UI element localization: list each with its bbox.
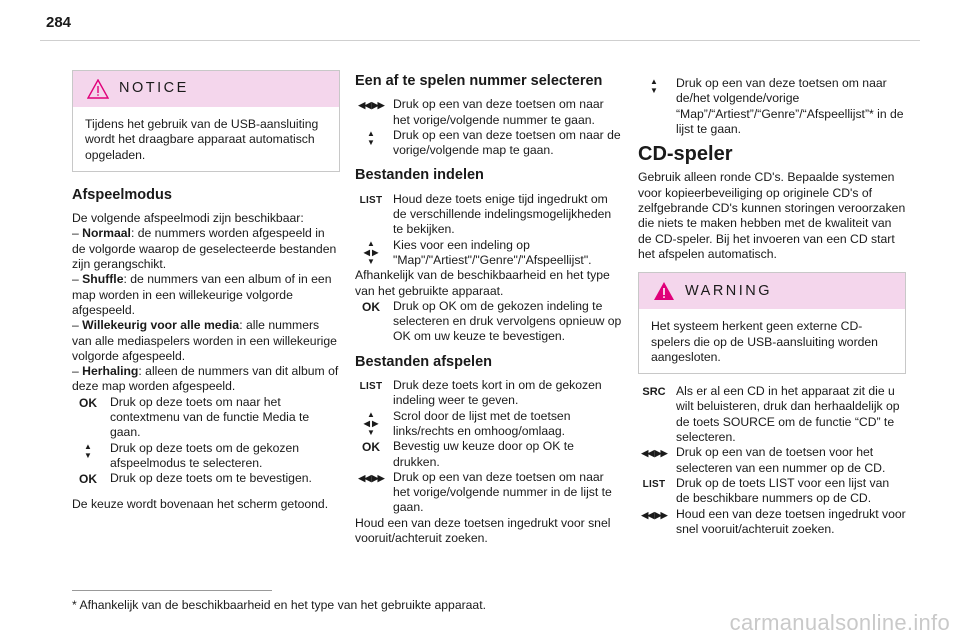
instruction-text: Druk op OK om de gekozen indeling te selecteren en druk vervolgens opnieuw op OK om uw keuze te bevestigen. bbox=[393, 298, 622, 344]
instruction-text: Afhankelijk van de beschikbaarheid en het type van het gebruikte apparaat. bbox=[355, 268, 610, 298]
instruction-text: Kies voor een indeling op "Map"/"Artiest"/"Genre"/"Afspeellijst". bbox=[393, 237, 592, 267]
instruction-text: Scrol door de lijst met de toetsen links/rechts en omhoog/omlaag. bbox=[393, 408, 571, 438]
outro-text: De keuze wordt bovenaan het scherm getoond. bbox=[72, 496, 329, 511]
instruction-row bbox=[355, 439, 623, 470]
section-heading-sort: Bestanden indelen bbox=[355, 167, 484, 184]
up-down-arrows-icon: ▲ ▼ bbox=[367, 128, 375, 147]
cd-intro-text: Gebruik alleen ronde CD's. Bepaalde systemen voor kopieerbeveiliging op originele CD's of zelfgebrande CD's kunnen storingen veroorzaken die niets te maken hebben met de kwaliteit van de CD-speler. Bij het invoeren van een CD start het afspelen automatisch. bbox=[638, 170, 906, 261]
up-down-arrows-icon: ▲ ▼ bbox=[650, 77, 658, 95]
instruction-text: Druk op een van deze toetsen om naar de/het volgende/vorige “Map”/“Artiest”/“Genre”/“Afspeellijst”* in de lijst te gaan. bbox=[676, 76, 904, 136]
instruction-row bbox=[638, 76, 906, 137]
mode-item: – Willekeurig voor alle media: alle nummers van alle mediaspelers worden in een willekeurige volgorde afgespeeld. bbox=[72, 318, 337, 363]
instruction-row bbox=[355, 378, 623, 409]
instruction-text: Druk op de toets LIST voor een lijst van de beschikbare nummers op de CD. bbox=[676, 475, 890, 506]
warning-text: Het systeem herkent geen externe CD-spelers die op de USB-aansluiting worden aangesloten. bbox=[651, 319, 878, 364]
instruction-row bbox=[355, 299, 623, 345]
section-heading-afspeelmodus: Afspeelmodus bbox=[72, 186, 172, 203]
four-way-arrows-icon: ▲ ◀ ▶ ▼ bbox=[363, 238, 379, 266]
instruction-text: Houd deze toets enige tijd ingedrukt om de verschillende indelingsmogelijkheden te bekijken. bbox=[393, 191, 612, 237]
source-button-icon: SRC bbox=[642, 386, 666, 399]
intro-text: De volgende afspeelmodi zijn beschikbaar: bbox=[72, 211, 304, 226]
instruction-row bbox=[355, 470, 623, 516]
ok-button-icon: OK bbox=[79, 395, 97, 410]
page-number: 284 bbox=[46, 14, 72, 31]
column-1 bbox=[72, 70, 340, 512]
list-button-icon: LIST bbox=[642, 478, 666, 490]
instruction-text: Druk op een van deze toetsen om naar het vorige/volgende nummer in de lijst te gaan. bbox=[393, 469, 612, 515]
mode-item: – Shuffle: de nummers van een album of in een map worden in een willekeurige volgorde afgespeeld. bbox=[72, 272, 332, 317]
instruction-text: Druk deze toets kort in om de gekozen indeling weer te geven. bbox=[393, 378, 602, 408]
footnote-divider bbox=[72, 590, 272, 591]
instruction-row bbox=[355, 238, 623, 269]
instruction-row bbox=[638, 384, 906, 445]
instruction-text: Druk op deze toets om naar het contextmenu van de functie Media te gaan. bbox=[110, 394, 310, 440]
instruction-row bbox=[72, 441, 340, 472]
instruction-row bbox=[638, 507, 906, 538]
list-button-icon: LIST bbox=[359, 194, 383, 206]
instruction-row bbox=[355, 192, 623, 238]
mode-item: – Herhaling: alleen de nummers van dit album of deze map worden afgespeeld. bbox=[72, 364, 339, 394]
ok-button-icon: OK bbox=[79, 472, 97, 487]
instruction-row bbox=[355, 409, 623, 440]
instruction-row bbox=[355, 97, 623, 128]
instruction-text: Druk op deze toets om te bevestigen. bbox=[110, 471, 312, 486]
prev-next-icon: ◀◀ ▶▶ bbox=[358, 100, 384, 111]
up-down-arrows-icon: ▲ ▼ bbox=[84, 441, 92, 460]
instruction-text: Houd een van deze toetsen ingedrukt voor snel vooruit/achteruit zoeken. bbox=[355, 515, 611, 546]
section-heading-play: Bestanden afspelen bbox=[355, 353, 492, 370]
prev-next-icon: ◀◀ ▶▶ bbox=[641, 509, 667, 520]
notice-header bbox=[73, 71, 339, 107]
instruction-text: Houd een van deze toetsen ingedrukt voor snel vooruit/achteruit zoeken. bbox=[676, 506, 906, 536]
instruction-text: Bevestig uw keuze door op OK te drukken. bbox=[393, 439, 574, 469]
instruction-text: Als er al een CD in het apparaat zit die u wilt beluisteren, druk dan herhaaldelijk op de toets SOURCE om de functie “CD” te selecteren. bbox=[676, 384, 900, 445]
column-3 bbox=[638, 76, 906, 537]
instruction-text: Druk op een van de toetsen voor het selecteren van een nummer op de CD. bbox=[676, 445, 886, 475]
prev-next-icon: ◀◀ ▶▶ bbox=[641, 448, 667, 459]
instruction-text: Druk op deze toets om de gekozen afspeelmodus te selecteren. bbox=[110, 440, 300, 470]
mode-item: – Normaal: de nummers worden afgespeeld in de volgorde waarop de geselecteerde bestanden zijn gerangschikt. bbox=[72, 226, 337, 272]
column-2 bbox=[355, 74, 623, 546]
list-button-icon: LIST bbox=[359, 381, 383, 393]
warning-triangle-icon bbox=[653, 281, 675, 301]
section-heading-select: Een af te spelen nummer selecteren bbox=[355, 73, 603, 89]
prev-next-icon: ◀◀ ▶▶ bbox=[358, 472, 384, 483]
warning-header bbox=[639, 273, 905, 309]
instruction-row bbox=[638, 476, 906, 507]
instruction-row bbox=[638, 445, 906, 476]
notice-title: NOTICE bbox=[119, 80, 189, 97]
warning-title: WARNING bbox=[685, 282, 773, 299]
instruction-row bbox=[355, 128, 623, 159]
instruction-text: Druk op een van deze toetsen om naar het vorige/volgende nummer te gaan. bbox=[393, 97, 604, 127]
notice-text: Tijdens het gebruik van de USB-aansluiting wordt het draagbare apparaat automatisch opgeladen. bbox=[85, 117, 319, 162]
header-divider bbox=[40, 40, 920, 41]
ok-button-icon: OK bbox=[362, 299, 380, 314]
instruction-text: Druk op een van deze toetsen om naar de vorige/volgende map te gaan. bbox=[393, 127, 621, 158]
warning-triangle-icon bbox=[87, 79, 109, 99]
instruction-row bbox=[72, 471, 340, 486]
four-way-arrows-icon: ▲ ◀ ▶ ▼ bbox=[363, 409, 379, 437]
instruction-row bbox=[72, 395, 340, 441]
notice-box bbox=[72, 70, 340, 172]
footnote: * Afhankelijk van de beschikbaarheid en het type van het gebruikte apparaat. bbox=[72, 598, 486, 612]
warning-box bbox=[638, 272, 906, 374]
watermark: carmanualsonline.info bbox=[729, 610, 950, 635]
ok-button-icon: OK bbox=[362, 440, 380, 455]
section-heading-cd: CD-speler bbox=[638, 143, 733, 166]
